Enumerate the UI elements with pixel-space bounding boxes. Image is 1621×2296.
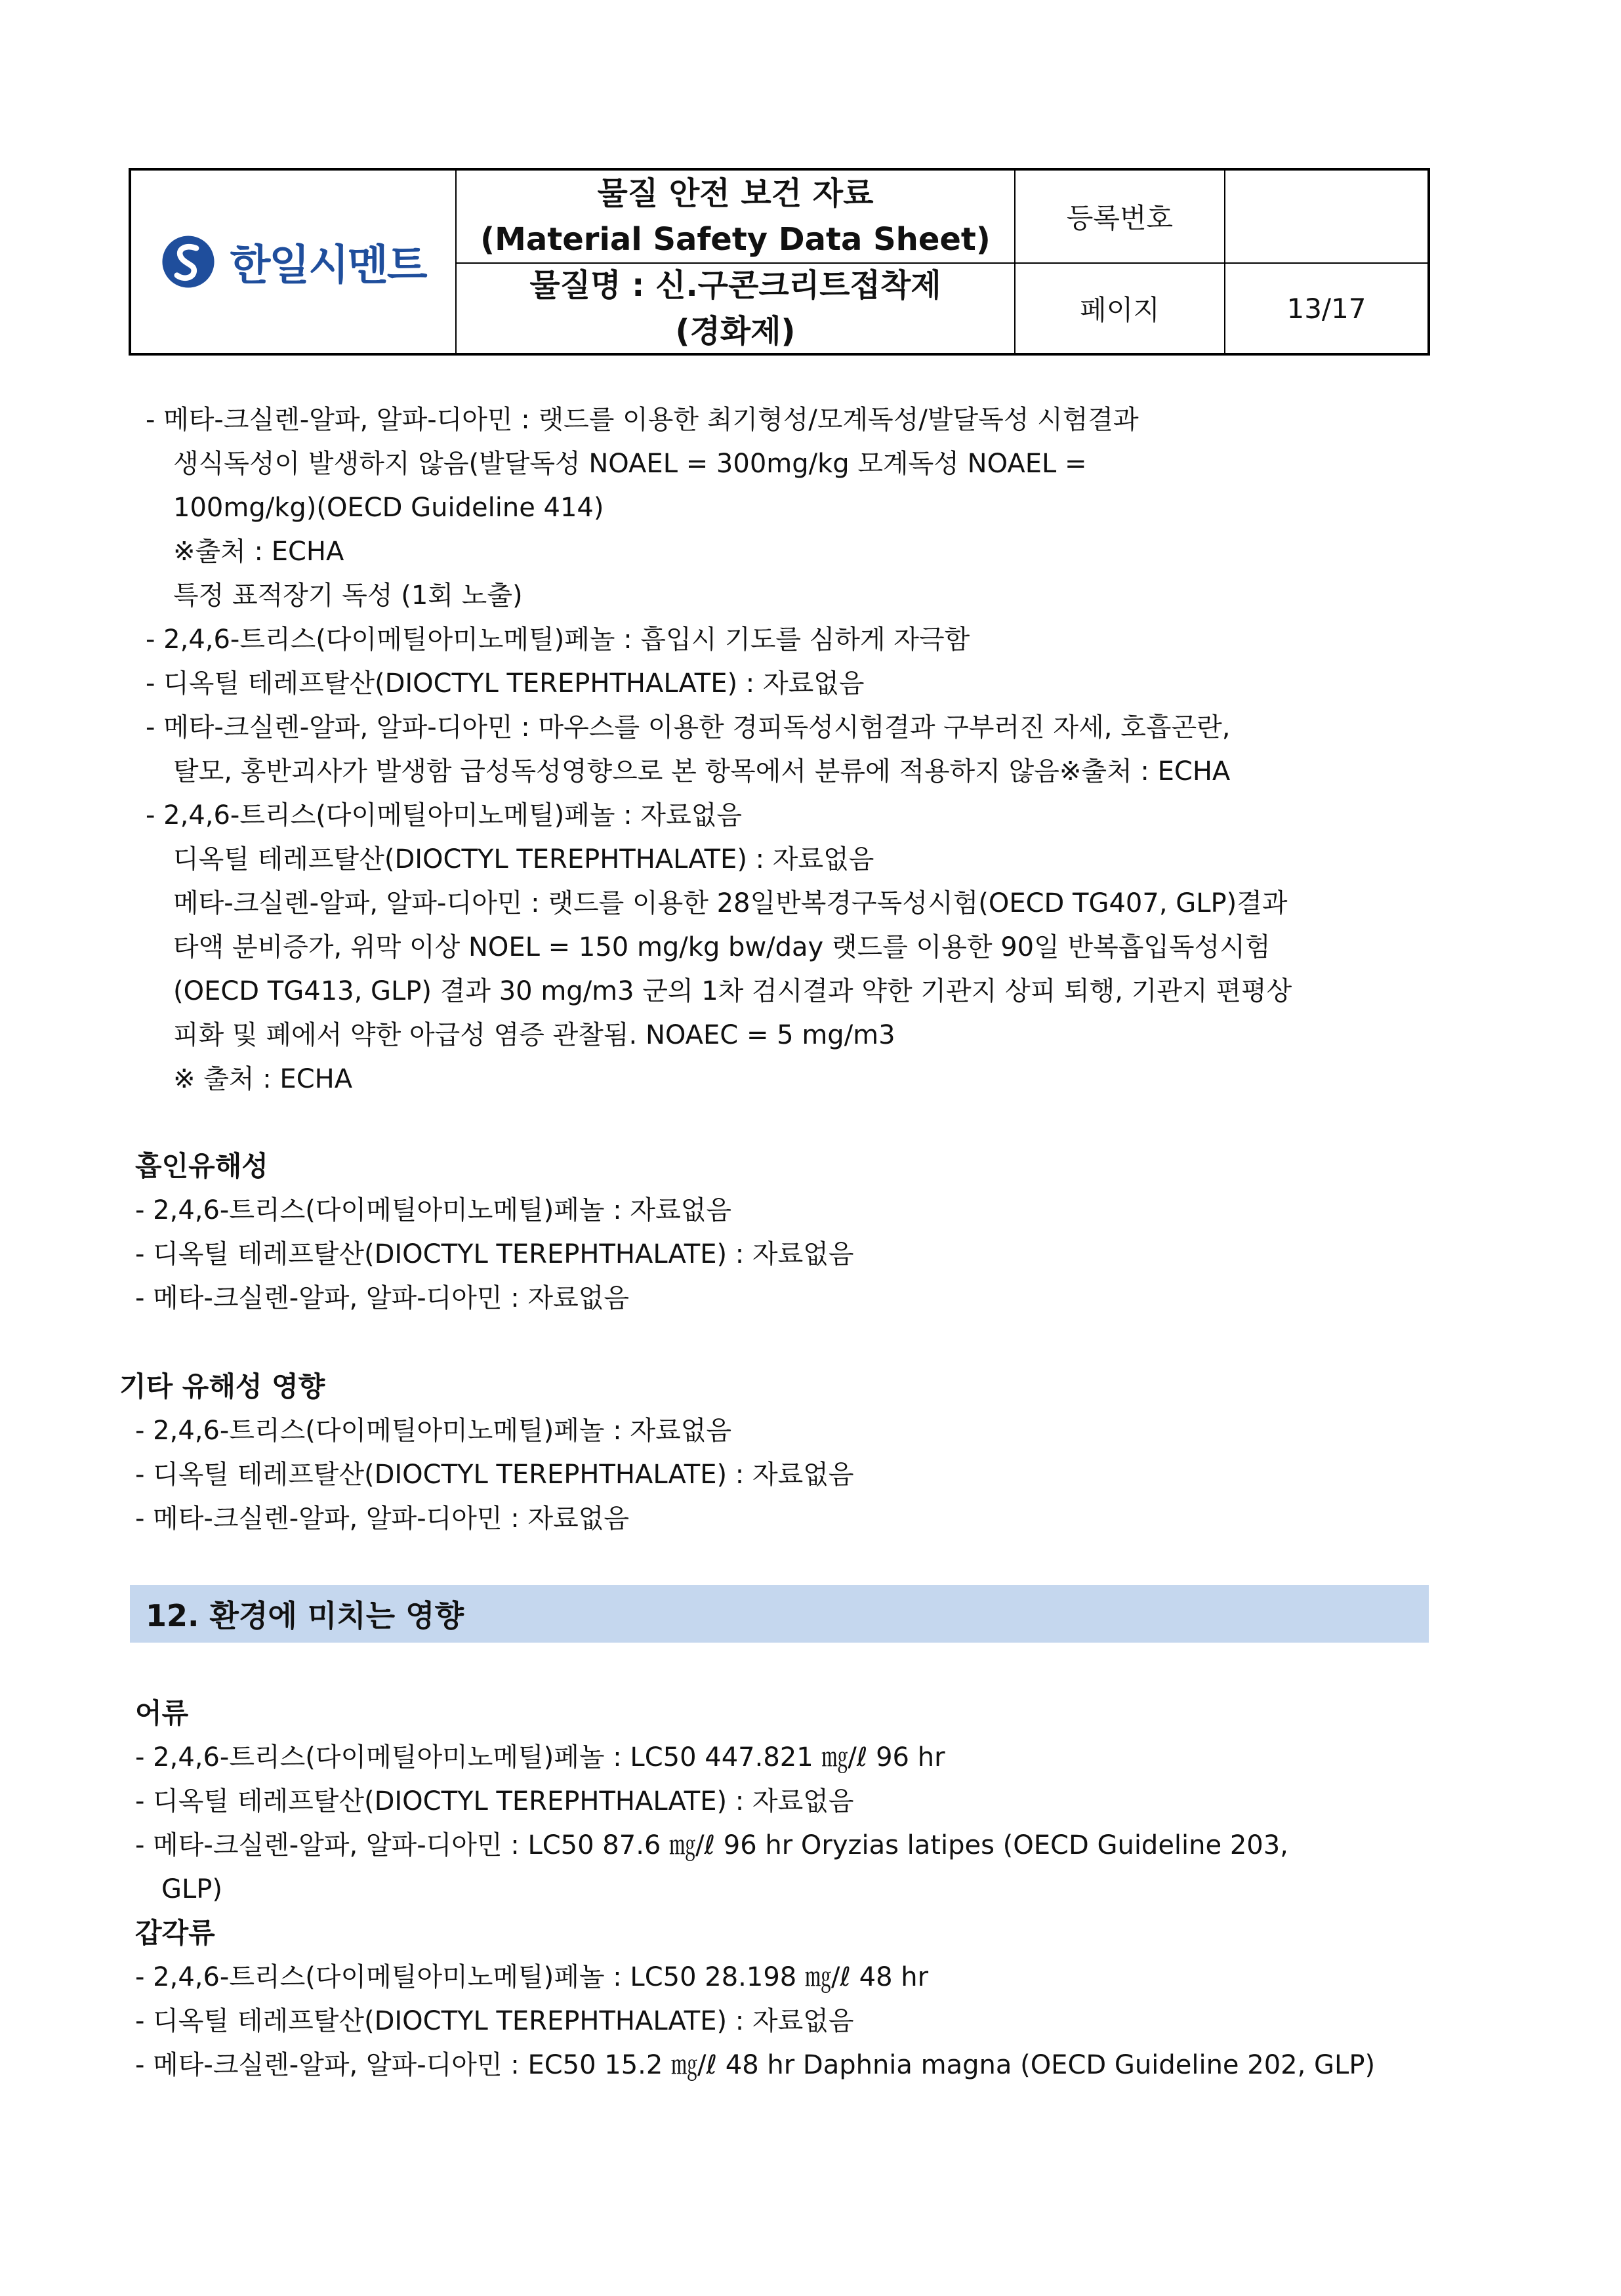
section-12-title: 12. 환경에 미치는 영향: [146, 1598, 464, 1633]
heading-other-hazards: 기타 유해성 영향: [119, 1370, 325, 1403]
heading-fish: 어류: [135, 1697, 189, 1729]
document-header-table: [129, 168, 1430, 356]
registration-number-label: 등록번호: [1066, 202, 1174, 234]
product-name-line2: (경화제): [675, 313, 796, 350]
list-item: - 메타-크실렌-알파, 알파-디아민 : 마우스를 이용한 경피독성시험결과 구부러진 자세, 호흡곤란,: [146, 712, 1231, 743]
list-item: - 2,4,6-트리스(다이메틸아미노메틸)페놀 : 자료없음: [146, 800, 742, 830]
company-logo: [131, 171, 455, 353]
list-item: - 디옥틸 테레프탈산(DIOCTYL TEREPHTHALATE) : 자료없음: [146, 668, 865, 699]
list-item: - 2,4,6-트리스(다이메틸아미노메틸)페놀 : LC50 447.821 ㎎/ℓ 96 hr: [135, 1742, 945, 1773]
company-name: 한일시멘트: [230, 241, 426, 290]
text-line: 100mg/kg)(OECD Guideline 414): [173, 493, 604, 523]
list-item: - 디옥틸 테레프탈산(DIOCTYL TEREPHTHALATE) : 자료없음: [135, 1460, 854, 1490]
text-line: 생식독성이 발생하지 않음(발달독성 NOAEL = 300mg/kg 모계독성 NOAEL =: [173, 449, 1087, 479]
list-item: - 디옥틸 테레프탈산(DIOCTYL TEREPHTHALATE) : 자료없음: [135, 2006, 854, 2036]
text-line: 탈모, 홍반괴사가 발생함 급성독성영향으로 본 항목에서 분류에 적용하지 않음※출처 : ECHA: [173, 756, 1231, 787]
text-line: 디옥틸 테레프탈산(DIOCTYL TEREPHTHALATE) : 자료없음: [173, 844, 874, 874]
heading-crustacea: 갑각류: [135, 1917, 215, 1949]
text-line: - 메타-크실렌-알파, 알파-디아민 : 랫드를 이용한 최기형성/모계독성/발달독성 시험결과: [146, 405, 1139, 435]
list-item: - 디옥틸 테레프탈산(DIOCTYL TEREPHTHALATE) : 자료없음: [135, 1239, 854, 1269]
page-label: 페이지: [1080, 294, 1160, 326]
company-logo-icon: [160, 234, 216, 290]
text-line: GLP): [161, 1874, 223, 1904]
subheading-stot-single: 특정 표적장기 독성 (1회 노출): [173, 581, 523, 611]
list-item: - 메타-크실렌-알파, 알파-디아민 : EC50 15.2 ㎎/ℓ 48 hr Daphnia magna (OECD Guideline 202, GLP): [135, 2050, 1376, 2080]
list-item: - 2,4,6-트리스(다이메틸아미노메틸)페놀 : 자료없음: [135, 1416, 731, 1446]
list-item: - 메타-크실렌-알파, 알파-디아민 : 자료없음: [135, 1504, 630, 1534]
title-korean: 물질 안전 보건 자료: [597, 175, 874, 212]
document-title: [457, 171, 1014, 262]
list-item: - 메타-크실렌-알파, 알파-디아민 : 자료없음: [135, 1283, 630, 1313]
source-note: ※ 출처 : ECHA: [173, 1064, 353, 1094]
list-item: - 2,4,6-트리스(다이메틸아미노메틸)페놀 : 자료없음: [135, 1195, 731, 1225]
text-line: 피화 및 폐에서 약한 아급성 염증 관찰됨. NOAEC = 5 mg/m3: [173, 1020, 895, 1050]
product-name-line1: 물질명 : 신.구콘크리트접착제: [529, 267, 941, 304]
heading-aspiration: 흡인유해성: [135, 1150, 268, 1182]
text-line: 메타-크실렌-알파, 알파-디아민 : 랫드를 이용한 28일반복경구독성시험(OECD TG407, GLP)결과: [173, 888, 1288, 918]
text-line: 타액 분비증가, 위막 이상 NOEL = 150 mg/kg bw/day 랫드를 이용한 90일 반복흡입독성시험: [173, 932, 1271, 962]
section-12-header: [130, 1585, 1429, 1643]
product-name: [457, 264, 1014, 353]
page-number: 13/17: [1286, 292, 1366, 325]
list-item: - 2,4,6-트리스(다이메틸아미노메틸)페놀 : LC50 28.198 ㎎/ℓ 48 hr: [135, 1962, 929, 1992]
source-note: ※출처 : ECHA: [173, 537, 344, 567]
list-item: - 2,4,6-트리스(다이메틸아미노메틸)페놀 : 흡입시 기도를 심하게 자극함: [146, 625, 970, 655]
text-line: (OECD TG413, GLP) 결과 30 mg/m3 군의 1차 검시결과 약한 기관지 상피 퇴행, 기관지 편평상: [173, 976, 1292, 1006]
registration-number-value: [1225, 171, 1427, 262]
title-english: (Material Safety Data Sheet): [480, 221, 991, 258]
list-item: - 디옥틸 테레프탈산(DIOCTYL TEREPHTHALATE) : 자료없음: [135, 1786, 854, 1816]
list-item: - 메타-크실렌-알파, 알파-디아민 : LC50 87.6 ㎎/ℓ 96 hr Oryzias latipes (OECD Guideline 203,: [135, 1830, 1288, 1860]
